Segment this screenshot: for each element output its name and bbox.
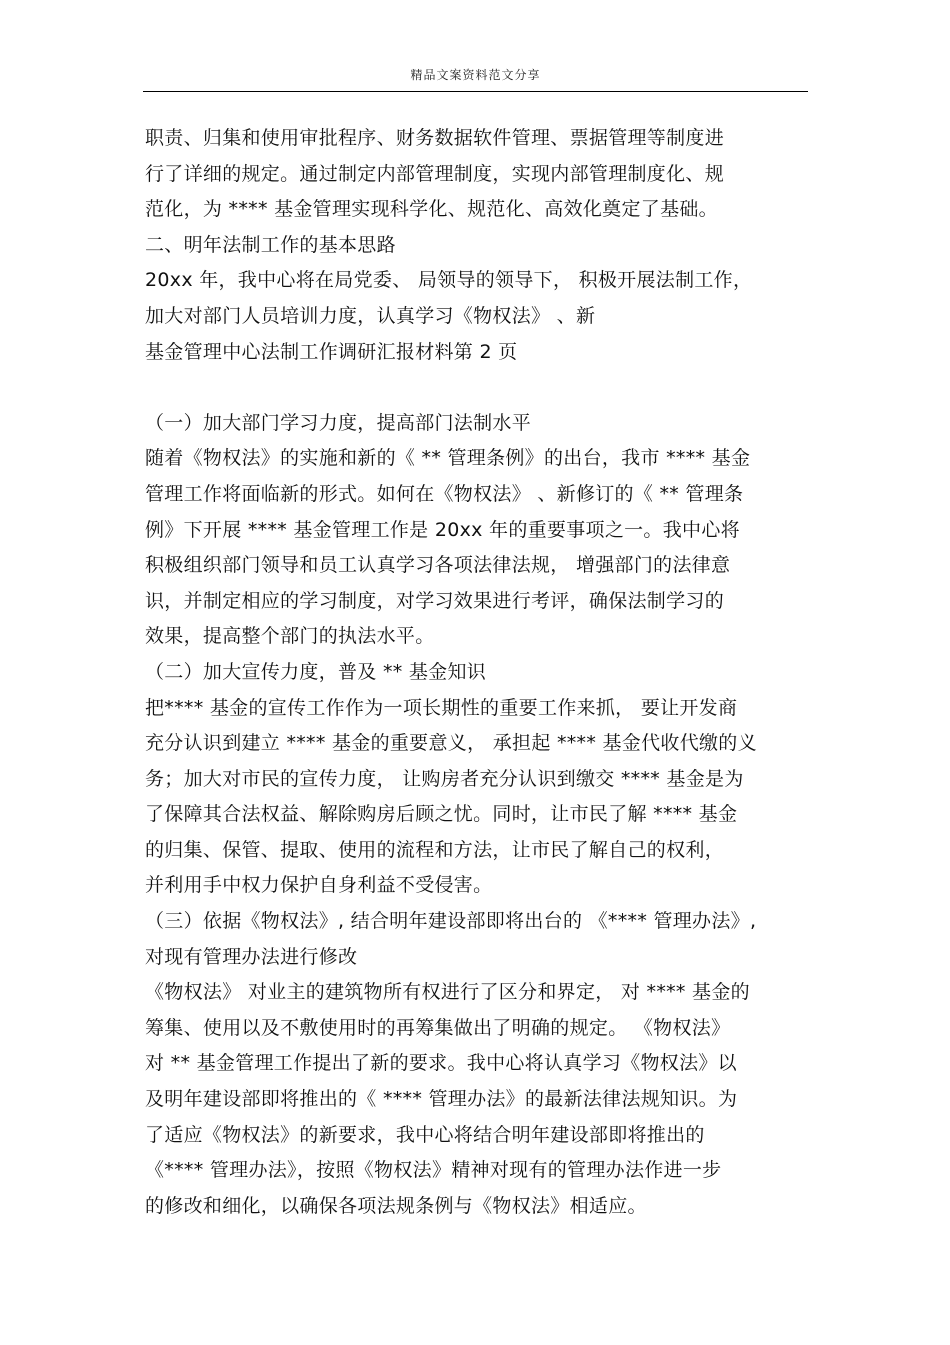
paragraph-line: 随着《物权法》的实施和新的《 ** 管理条例》的出台，我市 **** 基金 (145, 447, 751, 470)
paragraph-line: 把**** 基金的宣传工作作为一项长期性的重要工作来抓， 要让开发商 (145, 696, 738, 719)
paragraph-line: 的修改和细化，以确保各项法规条例与《物权法》相适应。 (145, 1194, 647, 1217)
paragraph-line: 职责、归集和使用审批程序、财务数据软件管理、票据管理等制度进 (145, 127, 725, 149)
page-footer-title: 基金管理中心法制工作调研汇报材料第 2 页 (145, 340, 518, 363)
paragraph-line: 务；加大对市民的宣传力度， 让购房者充分认识到缴交 **** 基金是为 (145, 767, 744, 790)
document-body (145, 121, 815, 1224)
paragraph-line: 筹集、使用以及不敷使用时的再筹集做出了明确的规定。 《物权法》 (145, 1016, 731, 1039)
blank-line (145, 370, 815, 406)
paragraph-line: 并利用手中权力保护自身利益不受侵害。 (145, 874, 493, 897)
paragraph-line: 加大对部门人员培训力度，认真学习《物权法》 、新 (145, 304, 596, 327)
paragraph-line: 及明年建设部即将推出的《 **** 管理办法》的最新法律法规知识。为 (145, 1088, 738, 1111)
paragraph-line: 充分认识到建立 **** 基金的重要意义， 承担起 **** 基金代收代缴的义 (145, 732, 757, 755)
paragraph-line: 效果，提高整个部门的执法水平。 (145, 625, 435, 648)
paragraph-line: 范化，为 **** 基金管理实现科学化、规范化、高效化奠定了基础。 (145, 198, 718, 221)
paragraph-line: 《**** 管理办法》，按照《物权法》精神对现有的管理办法作进一步 (145, 1159, 722, 1182)
section-heading: 二、明年法制工作的基本思路 (145, 233, 396, 256)
paragraph-line: 了适应《物权法》的新要求，我中心将结合明年建设部即将推出的 (145, 1123, 705, 1146)
paragraph-line: 了保障其合法权益、解除购房后顾之忧。同时，让市民了解 **** 基金 (145, 803, 738, 826)
paragraph-line: 对 ** 基金管理工作提出了新的要求。我中心将认真学习《物权法》以 (145, 1052, 737, 1075)
paragraph-line: 管理工作将面临新的形式。如何在《物权法》 、新修订的《 ** 管理条 (145, 482, 744, 505)
subsection-heading: （二）加大宣传力度，普及 ** 基金知识 (145, 660, 487, 683)
paragraph-line: 20xx 年，我中心将在局党委、 局领导的领导下， 积极开展法制工作， (145, 269, 753, 292)
header-divider (143, 91, 808, 92)
paragraph-line: 的归集、保管、提取、使用的流程和方法，让市民了解自己的权利， (145, 838, 725, 861)
subsection-heading: （三）依据《物权法》, 结合明年建设部即将出台的 《**** 管理办法》, (145, 910, 757, 933)
paragraph-line: 积极组织部门领导和员工认真学习各项法律法规， 增强部门的法律意 (145, 554, 731, 577)
paragraph-line: 例》下开展 **** 基金管理工作是 20xx 年的重要事项之一。我中心将 (145, 518, 740, 541)
subsection-heading: （一）加大部门学习力度，提高部门法制水平 (145, 411, 532, 434)
subsection-heading: 对现有管理办法进行修改 (145, 945, 358, 968)
paragraph-line: 识，并制定相应的学习制度，对学习效果进行考评，确保法制学习的 (145, 589, 725, 612)
paragraph-line: 行了详细的规定。通过制定内部管理制度，实现内部管理制度化、规 (145, 162, 725, 185)
paragraph-line: 《物权法》 对业主的建筑物所有权进行了区分和界定， 对 **** 基金的 (145, 981, 750, 1004)
page-header: 精品文案资料范文分享 (410, 68, 541, 82)
